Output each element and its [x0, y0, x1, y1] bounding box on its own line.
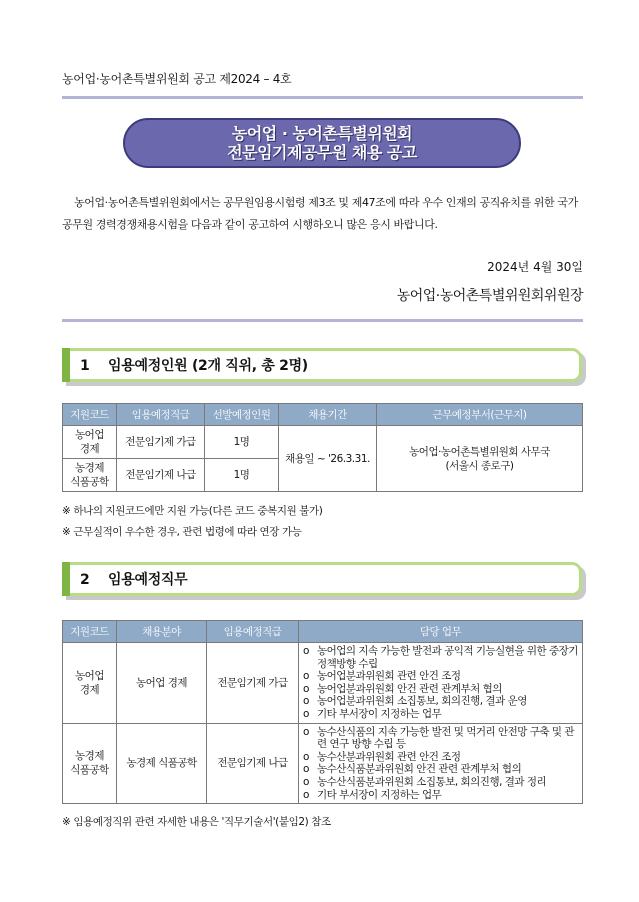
section-1-heading: [62, 348, 582, 382]
field-cell: 농경제 식품공학: [117, 723, 207, 804]
section-title-text: 임용예정직무: [108, 572, 188, 588]
positions-table: [62, 403, 583, 492]
table-header-row: [63, 621, 583, 643]
section-number: 1: [80, 358, 90, 374]
column-header: 선발예정인원: [205, 404, 279, 426]
column-header: 임용예정직급: [117, 404, 205, 426]
note-line: ※ 임용예정직위 관련 자세한 내용은 '직무기술서'(붙임2) 참조: [62, 816, 331, 828]
section-title-text: 임용예정인원 (2개 직위, 총 2명): [108, 358, 308, 374]
duty-item: o 농어업분과위원회 안건 관련 관계부처 협의: [303, 683, 578, 696]
column-header: 담당 업무: [299, 621, 583, 643]
intro-divider: [62, 319, 583, 322]
grade-cell: 전문임기제 가급: [207, 643, 299, 724]
section-2-title: [80, 569, 187, 589]
grade-cell: 전문임기제 가급: [117, 426, 205, 459]
duties-list: [303, 726, 578, 802]
column-header: 임용예정직급: [207, 621, 299, 643]
duty-item: o 기타 부서장이 지정하는 업무: [303, 708, 578, 721]
section-tab: [62, 562, 70, 596]
support-code-cell: 농어업 경제: [63, 426, 117, 459]
announcement-date: 2024년 4월 30일: [487, 260, 583, 274]
department-location: (서울시 종로구): [445, 459, 514, 472]
title-banner: [123, 118, 521, 168]
table-row: [63, 643, 583, 724]
period-cell: 채용일 ~ '26.3.31.: [279, 426, 377, 492]
duty-item: o 농어업의 지속 가능한 발전과 공익적 기능실현을 위한 중장기 정책방향 수립: [303, 645, 578, 670]
duty-item: o 농어업분과위원회 관련 안건 조정: [303, 670, 578, 683]
column-header: 지원코드: [63, 621, 117, 643]
intro-paragraph: 농어업·농어촌특별위원회에서는 공무원임용시험령 제3조 및 제47조에 따라 우수 인재의 공직유치를 위한 국가공무원 경력경쟁채용시험을 다음과 같이 공고하여 시행하오니 많은 응시 바랍니다.: [62, 196, 578, 231]
section-1-title: [80, 355, 308, 375]
section-2-heading: [62, 562, 582, 596]
support-code-cell: 농어업 경제: [63, 643, 117, 724]
table-row: [63, 723, 583, 804]
department-cell: [377, 426, 583, 492]
duties-cell: [299, 723, 583, 804]
support-code-cell: 농경제 식품공학: [63, 723, 117, 804]
duty-item: o 농수산분과위원회 관련 안건 조정: [303, 751, 578, 764]
column-header: 채용기간: [279, 404, 377, 426]
duty-item: o 농수산식품분과위원회 소집통보, 회의진행, 결과 정리: [303, 776, 578, 789]
section-number: 2: [80, 572, 90, 588]
duties-list: [303, 645, 578, 721]
header-divider: [62, 96, 583, 99]
column-header: 지원코드: [63, 404, 117, 426]
table-row: [63, 426, 583, 459]
notice-number: 농어업·농어촌특별위원회 공고 제2024 – 4호: [62, 72, 292, 86]
count-cell: 1명: [205, 459, 279, 492]
support-code-cell: 농경제 식품공학: [63, 459, 117, 492]
issuer-signature: 농어업·농어촌특별위원회위원장: [396, 288, 583, 304]
table-header-row: [63, 404, 583, 426]
department-name: 농어업·농어촌특별위원회 사무국: [409, 445, 550, 458]
column-header: 채용분야: [117, 621, 207, 643]
banner-title-line1: 농어업 · 농어촌특별위원회: [231, 124, 413, 143]
section-tab: [62, 348, 70, 382]
duty-item: o 농어업분과위원회 소집통보, 회의진행, 결과 운영: [303, 695, 578, 708]
duty-item: o 농수산식품분과위원회 안건 관련 관계부처 협의: [303, 763, 578, 776]
duties-cell: [299, 643, 583, 724]
grade-cell: 전문임기제 나급: [117, 459, 205, 492]
banner-title-line2: 전문임기제공무원 채용 공고: [227, 143, 417, 162]
note-line: ※ 하나의 지원코드에만 지원 가능(다른 코드 중복지원 불가): [62, 505, 323, 517]
duty-item: o 농수산식품의 지속 가능한 발전 및 먹거리 안전망 구축 및 관련 연구 방향 수립 등: [303, 726, 578, 751]
note-line: ※ 근무실적이 우수한 경우, 관련 법령에 따라 연장 가능: [62, 526, 302, 538]
duty-item: o 기타 부서장이 지정하는 업무: [303, 789, 578, 802]
field-cell: 농어업 경제: [117, 643, 207, 724]
grade-cell: 전문임기제 나급: [207, 723, 299, 804]
column-header: 근무예정부서(근무지): [377, 404, 583, 426]
duties-table: [62, 620, 583, 804]
count-cell: 1명: [205, 426, 279, 459]
